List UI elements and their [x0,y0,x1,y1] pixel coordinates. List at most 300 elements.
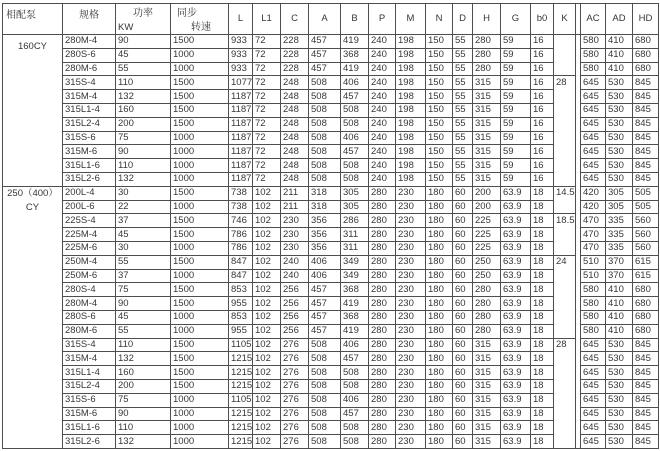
cell-A: 508 [309,365,341,379]
cell-A: 457 [309,62,341,76]
cell-model: 280M-6 [63,324,116,338]
cell-K [554,269,576,283]
header-sync-speed-line1: 同步 [177,8,197,19]
cell-P: 280 [369,255,396,269]
cell-sync-speed: 1000 [171,269,229,283]
cell-K [554,200,576,214]
cell-sync-speed: 1000 [171,200,229,214]
cell-G: 63.9 [501,241,531,255]
cell-L1: 72 [253,144,281,158]
cell-model: 280M-4 [63,34,116,48]
cell-M: 230 [396,213,426,227]
cell-b0: 16 [531,158,554,172]
cell-C: 248 [281,75,309,89]
cell-B: 368 [341,310,369,324]
cell-H: 280 [473,62,501,76]
cell-L: 933 [229,48,253,62]
cell-model: 225M-4 [63,227,116,241]
cell-K [554,158,576,172]
cell-C: 256 [281,282,309,296]
cell-C: 276 [281,351,309,365]
cell-L1: 102 [253,434,281,448]
header-D: D [453,3,473,34]
cell-L1: 72 [253,172,281,186]
cell-L1: 72 [253,89,281,103]
cell-AC: 470 [581,213,606,227]
cell-b0: 18 [531,310,554,324]
cell-L1: 102 [253,310,281,324]
cell-L: 853 [229,282,253,296]
cell-A: 356 [309,241,341,255]
cell-HD: 680 [633,48,659,62]
cell-D: 60 [453,338,473,352]
cell-D: 60 [453,186,473,200]
cell-D: 55 [453,144,473,158]
cell-K [554,407,576,421]
cell-N: 180 [426,186,453,200]
cell-AD: 530 [606,379,633,393]
cell-power: 160 [116,103,171,117]
cell-G: 59 [501,62,531,76]
header-power-unit: KW [118,22,134,33]
cell-b0: 18 [531,255,554,269]
cell-H: 225 [473,227,501,241]
cell-N: 150 [426,62,453,76]
cell-AC: 470 [581,241,606,255]
cell-P: 280 [369,282,396,296]
cell-L1: 102 [253,227,281,241]
cell-P: 280 [369,310,396,324]
cell-P: 280 [369,213,396,227]
cell-sync-speed: 1000 [171,172,229,186]
cell-H: 315 [473,434,501,448]
cell-P: 280 [369,200,396,214]
cell-C: 276 [281,379,309,393]
cell-K [554,420,576,434]
cell-P: 240 [369,75,396,89]
cell-M: 230 [396,338,426,352]
cell-G: 63.9 [501,338,531,352]
header-sync-speed [171,3,229,34]
cell-H: 315 [473,172,501,186]
cell-N: 180 [426,200,453,214]
cell-AC: 645 [581,434,606,448]
cell-sync-speed: 1500 [171,227,229,241]
cell-L: 1215 [231,421,253,433]
cell-L: 1187 [231,118,252,130]
cell-D: 55 [453,103,473,117]
cell-model: 315L1-6 [63,420,116,434]
cell-M: 230 [396,200,426,214]
cell-H: 315 [473,393,501,407]
cell-model: 280M-4 [63,296,116,310]
pump-model-cell [3,186,63,448]
cell-AD: 530 [606,338,633,352]
cell-model: 315M-6 [63,407,116,421]
cell-model: 200L-6 [63,200,116,214]
cell-P: 280 [369,241,396,255]
cell-AD: 530 [606,365,633,379]
cell-C: 276 [281,338,309,352]
cell-N: 180 [426,434,453,448]
cell-sync-speed: 1000 [171,434,229,448]
cell-power: 110 [116,158,171,172]
cell-H: 250 [473,255,501,269]
cell-HD: 505 [633,200,659,214]
header-M: M [396,3,426,34]
cell-sync-speed: 1500 [171,255,229,269]
cell-D: 55 [453,75,473,89]
cell-L1: 72 [253,48,281,62]
cell-L: 1187 [231,131,252,143]
cell-K [554,144,576,158]
cell-G: 63.9 [501,379,531,393]
cell-B: 349 [341,255,369,269]
cell-b0: 16 [531,172,554,186]
cell-HD: 845 [633,144,659,158]
cell-N: 150 [426,89,453,103]
cell-L1: 102 [253,365,281,379]
cell-A: 457 [309,282,341,296]
cell-H: 315 [473,131,501,145]
cell-N: 180 [426,213,453,227]
cell-G: 63.9 [501,269,531,283]
header-G: G [501,3,531,34]
cell-K [554,296,576,310]
cell-power: 132 [116,434,171,448]
cell-A: 508 [309,103,341,117]
cell-G: 63.9 [501,296,531,310]
cell-HD: 680 [633,34,659,48]
cell-K: 14.5 [556,187,575,199]
cell-C: 230 [281,241,309,255]
cell-power: 200 [116,379,171,393]
cell-AC: 645 [581,103,606,117]
cell-D: 55 [453,117,473,131]
cell-A: 508 [309,393,341,407]
cell-D: 60 [453,365,473,379]
cell-M: 198 [396,48,426,62]
cell-P: 280 [369,186,396,200]
cell-M: 230 [396,393,426,407]
header-B: B [341,3,369,34]
cell-AD: 370 [606,255,633,269]
cell-B: 419 [341,62,369,76]
cell-B: 406 [341,338,369,352]
cell-D: 55 [453,48,473,62]
cell-sync-speed: 1000 [171,241,229,255]
cell-G: 63.9 [501,351,531,365]
cell-P: 240 [369,117,396,131]
cell-AD: 410 [606,282,633,296]
header-P: P [369,3,396,34]
cell-AD: 530 [606,351,633,365]
cell-G: 63.9 [501,213,531,227]
header-model: 规格 [63,3,116,34]
cell-sync-speed: 1500 [171,103,229,117]
cell-L: 955 [229,296,253,310]
cell-C: 248 [281,131,309,145]
cell-L1: 102 [253,338,281,352]
cell-b0: 18 [531,186,554,200]
cell-power: 55 [116,255,171,269]
cell-model: 315S-4 [63,338,116,352]
cell-AC: 645 [581,89,606,103]
cell-P: 280 [369,365,396,379]
cell-L1: 102 [253,351,281,365]
cell-L: 1215 [231,435,253,447]
cell-M: 198 [396,172,426,186]
cell-M: 230 [396,255,426,269]
cell-b0: 16 [531,103,554,117]
cell-L: 1187 [231,90,252,102]
cell-P: 280 [369,227,396,241]
cell-L: 1077 [231,76,253,88]
cell-G: 63.9 [501,434,531,448]
cell-H: 315 [473,365,501,379]
cell-C: 248 [281,172,309,186]
cell-A: 508 [309,379,341,393]
header-A: A [309,3,341,34]
cell-A: 508 [309,75,341,89]
cell-G: 59 [501,89,531,103]
cell-K [554,282,576,296]
cell-P: 240 [369,172,396,186]
cell-sync-speed: 1500 [171,117,229,131]
cell-L: 1187 [231,159,252,171]
cell-L1: 102 [253,407,281,421]
cell-H: 225 [473,241,501,255]
cell-b0: 18 [531,241,554,255]
cell-H: 280 [473,34,501,48]
cell-AC: 510 [581,255,606,269]
cell-model: 315L1-6 [63,158,116,172]
cell-M: 198 [396,158,426,172]
cell-power: 90 [116,144,171,158]
cell-L: 1215 [231,380,253,392]
cell-HD: 560 [633,241,659,255]
cell-AD: 530 [606,434,633,448]
cell-P: 240 [369,89,396,103]
cell-power: 110 [116,338,171,352]
cell-P: 240 [369,144,396,158]
cell-b0: 18 [531,379,554,393]
cell-L: 1187 [231,104,252,116]
cell-A: 318 [309,186,341,200]
cell-N: 180 [426,296,453,310]
cell-M: 230 [396,241,426,255]
cell-C: 230 [281,227,309,241]
cell-b0: 16 [531,89,554,103]
cell-HD: 560 [633,227,659,241]
cell-HD: 845 [633,75,659,89]
cell-AC: 580 [581,310,606,324]
cell-G: 63.9 [501,393,531,407]
cell-power: 30 [116,186,171,200]
cell-D: 60 [453,420,473,434]
cell-AC: 645 [581,144,606,158]
cell-K [554,379,576,393]
cell-power: 110 [116,420,171,434]
cell-L1: 72 [253,62,281,76]
cell-H: 280 [473,324,501,338]
cell-A: 508 [309,351,341,365]
cell-b0: 18 [531,227,554,241]
cell-H: 200 [473,200,501,214]
cell-AC: 510 [581,269,606,283]
cell-P: 280 [369,324,396,338]
cell-B: 508 [341,172,369,186]
cell-D: 60 [453,351,473,365]
cell-model: 315S-6 [63,393,116,407]
cell-G: 63.9 [501,186,531,200]
cell-N: 150 [426,158,453,172]
cell-L1: 102 [253,282,281,296]
cell-power: 132 [116,351,171,365]
cell-B: 305 [341,200,369,214]
cell-AD: 335 [606,241,633,255]
cell-H: 315 [473,103,501,117]
cell-b0: 16 [531,131,554,145]
pump-model-label: 250（400） [7,187,58,199]
cell-AC: 580 [581,48,606,62]
cell-M: 198 [396,75,426,89]
cell-N: 180 [426,407,453,421]
cell-AC: 645 [581,393,606,407]
cell-power: 160 [116,365,171,379]
cell-model: 225M-6 [63,241,116,255]
cell-A: 508 [309,117,341,131]
cell-P: 280 [369,407,396,421]
cell-G: 59 [501,172,531,186]
cell-A: 508 [309,172,341,186]
cell-G: 59 [501,158,531,172]
cell-power: 45 [116,48,171,62]
cell-C: 228 [281,34,309,48]
cell-AC: 580 [581,34,606,48]
cell-L1: 102 [253,186,281,200]
cell-N: 180 [426,420,453,434]
cell-C: 276 [281,407,309,421]
cell-L: 955 [229,324,253,338]
cell-sync-speed: 1000 [171,131,229,145]
cell-A: 356 [309,213,341,227]
cell-sync-speed: 1500 [171,365,229,379]
cell-HD: 560 [633,213,659,227]
header-b0: b0 [531,3,554,34]
cell-P: 240 [369,48,396,62]
cell-sync-speed: 1000 [171,393,229,407]
cell-C: 240 [281,269,309,283]
cell-B: 457 [341,407,369,421]
cell-L1: 72 [253,158,281,172]
cell-b0: 18 [531,269,554,283]
cell-H: 280 [473,48,501,62]
cell-C: 211 [281,186,309,200]
cell-M: 230 [396,310,426,324]
cell-model: 280S-6 [63,310,116,324]
cell-B: 508 [341,379,369,393]
cell-L: 738 [229,186,253,200]
spec-table [2,3,659,449]
cell-M: 198 [396,144,426,158]
cell-sync-speed: 1500 [171,34,229,48]
cell-K [554,34,576,48]
cell-B: 508 [341,434,369,448]
cell-model: 280S-4 [63,282,116,296]
cell-AD: 530 [606,75,633,89]
cell-H: 280 [473,296,501,310]
cell-D: 60 [453,393,473,407]
cell-G: 63.9 [501,200,531,214]
cell-HD: 845 [633,351,659,365]
cell-HD: 845 [633,407,659,421]
cell-K [554,172,576,186]
cell-B: 419 [341,324,369,338]
cell-A: 508 [309,407,341,421]
cell-M: 198 [396,62,426,76]
cell-power: 55 [116,324,171,338]
cell-L1: 102 [253,269,281,283]
cell-L1: 102 [253,241,281,255]
cell-HD: 845 [633,103,659,117]
cell-sync-speed: 1500 [171,89,229,103]
cell-B: 406 [341,393,369,407]
cell-N: 180 [426,365,453,379]
cell-B: 419 [341,34,369,48]
cell-H: 315 [473,158,501,172]
cell-model: 225S-4 [63,213,116,227]
cell-HD: 845 [633,393,659,407]
cell-sync-speed: 1500 [171,213,229,227]
cell-N: 180 [426,241,453,255]
cell-AC: 580 [581,62,606,76]
cell-C: 248 [281,158,309,172]
cell-M: 198 [396,89,426,103]
cell-G: 63.9 [501,282,531,296]
cell-HD: 845 [633,365,659,379]
cell-D: 55 [453,131,473,145]
cell-AC: 580 [581,324,606,338]
header-C: C [281,3,309,34]
cell-G: 59 [501,48,531,62]
cell-AD: 370 [606,269,633,283]
cell-N: 150 [426,34,453,48]
cell-sync-speed: 1000 [171,158,229,172]
cell-C: 230 [281,213,309,227]
cell-P: 240 [369,34,396,48]
cell-model: 315L2-6 [63,434,116,448]
cell-N: 150 [426,48,453,62]
cell-G: 59 [501,103,531,117]
cell-AC: 645 [581,365,606,379]
cell-AC: 645 [581,420,606,434]
cell-A: 457 [309,48,341,62]
cell-AD: 335 [606,213,633,227]
cell-B: 368 [341,282,369,296]
cell-b0: 18 [531,365,554,379]
cell-L: 786 [229,227,253,241]
cell-AD: 530 [606,89,633,103]
cell-model: 250M-4 [63,255,116,269]
cell-model: 315M-4 [63,351,116,365]
cell-P: 280 [369,434,396,448]
cell-N: 180 [426,379,453,393]
cell-G: 59 [501,34,531,48]
cell-L: 1105 [231,394,252,406]
cell-H: 315 [473,351,501,365]
cell-L: 738 [229,200,253,214]
